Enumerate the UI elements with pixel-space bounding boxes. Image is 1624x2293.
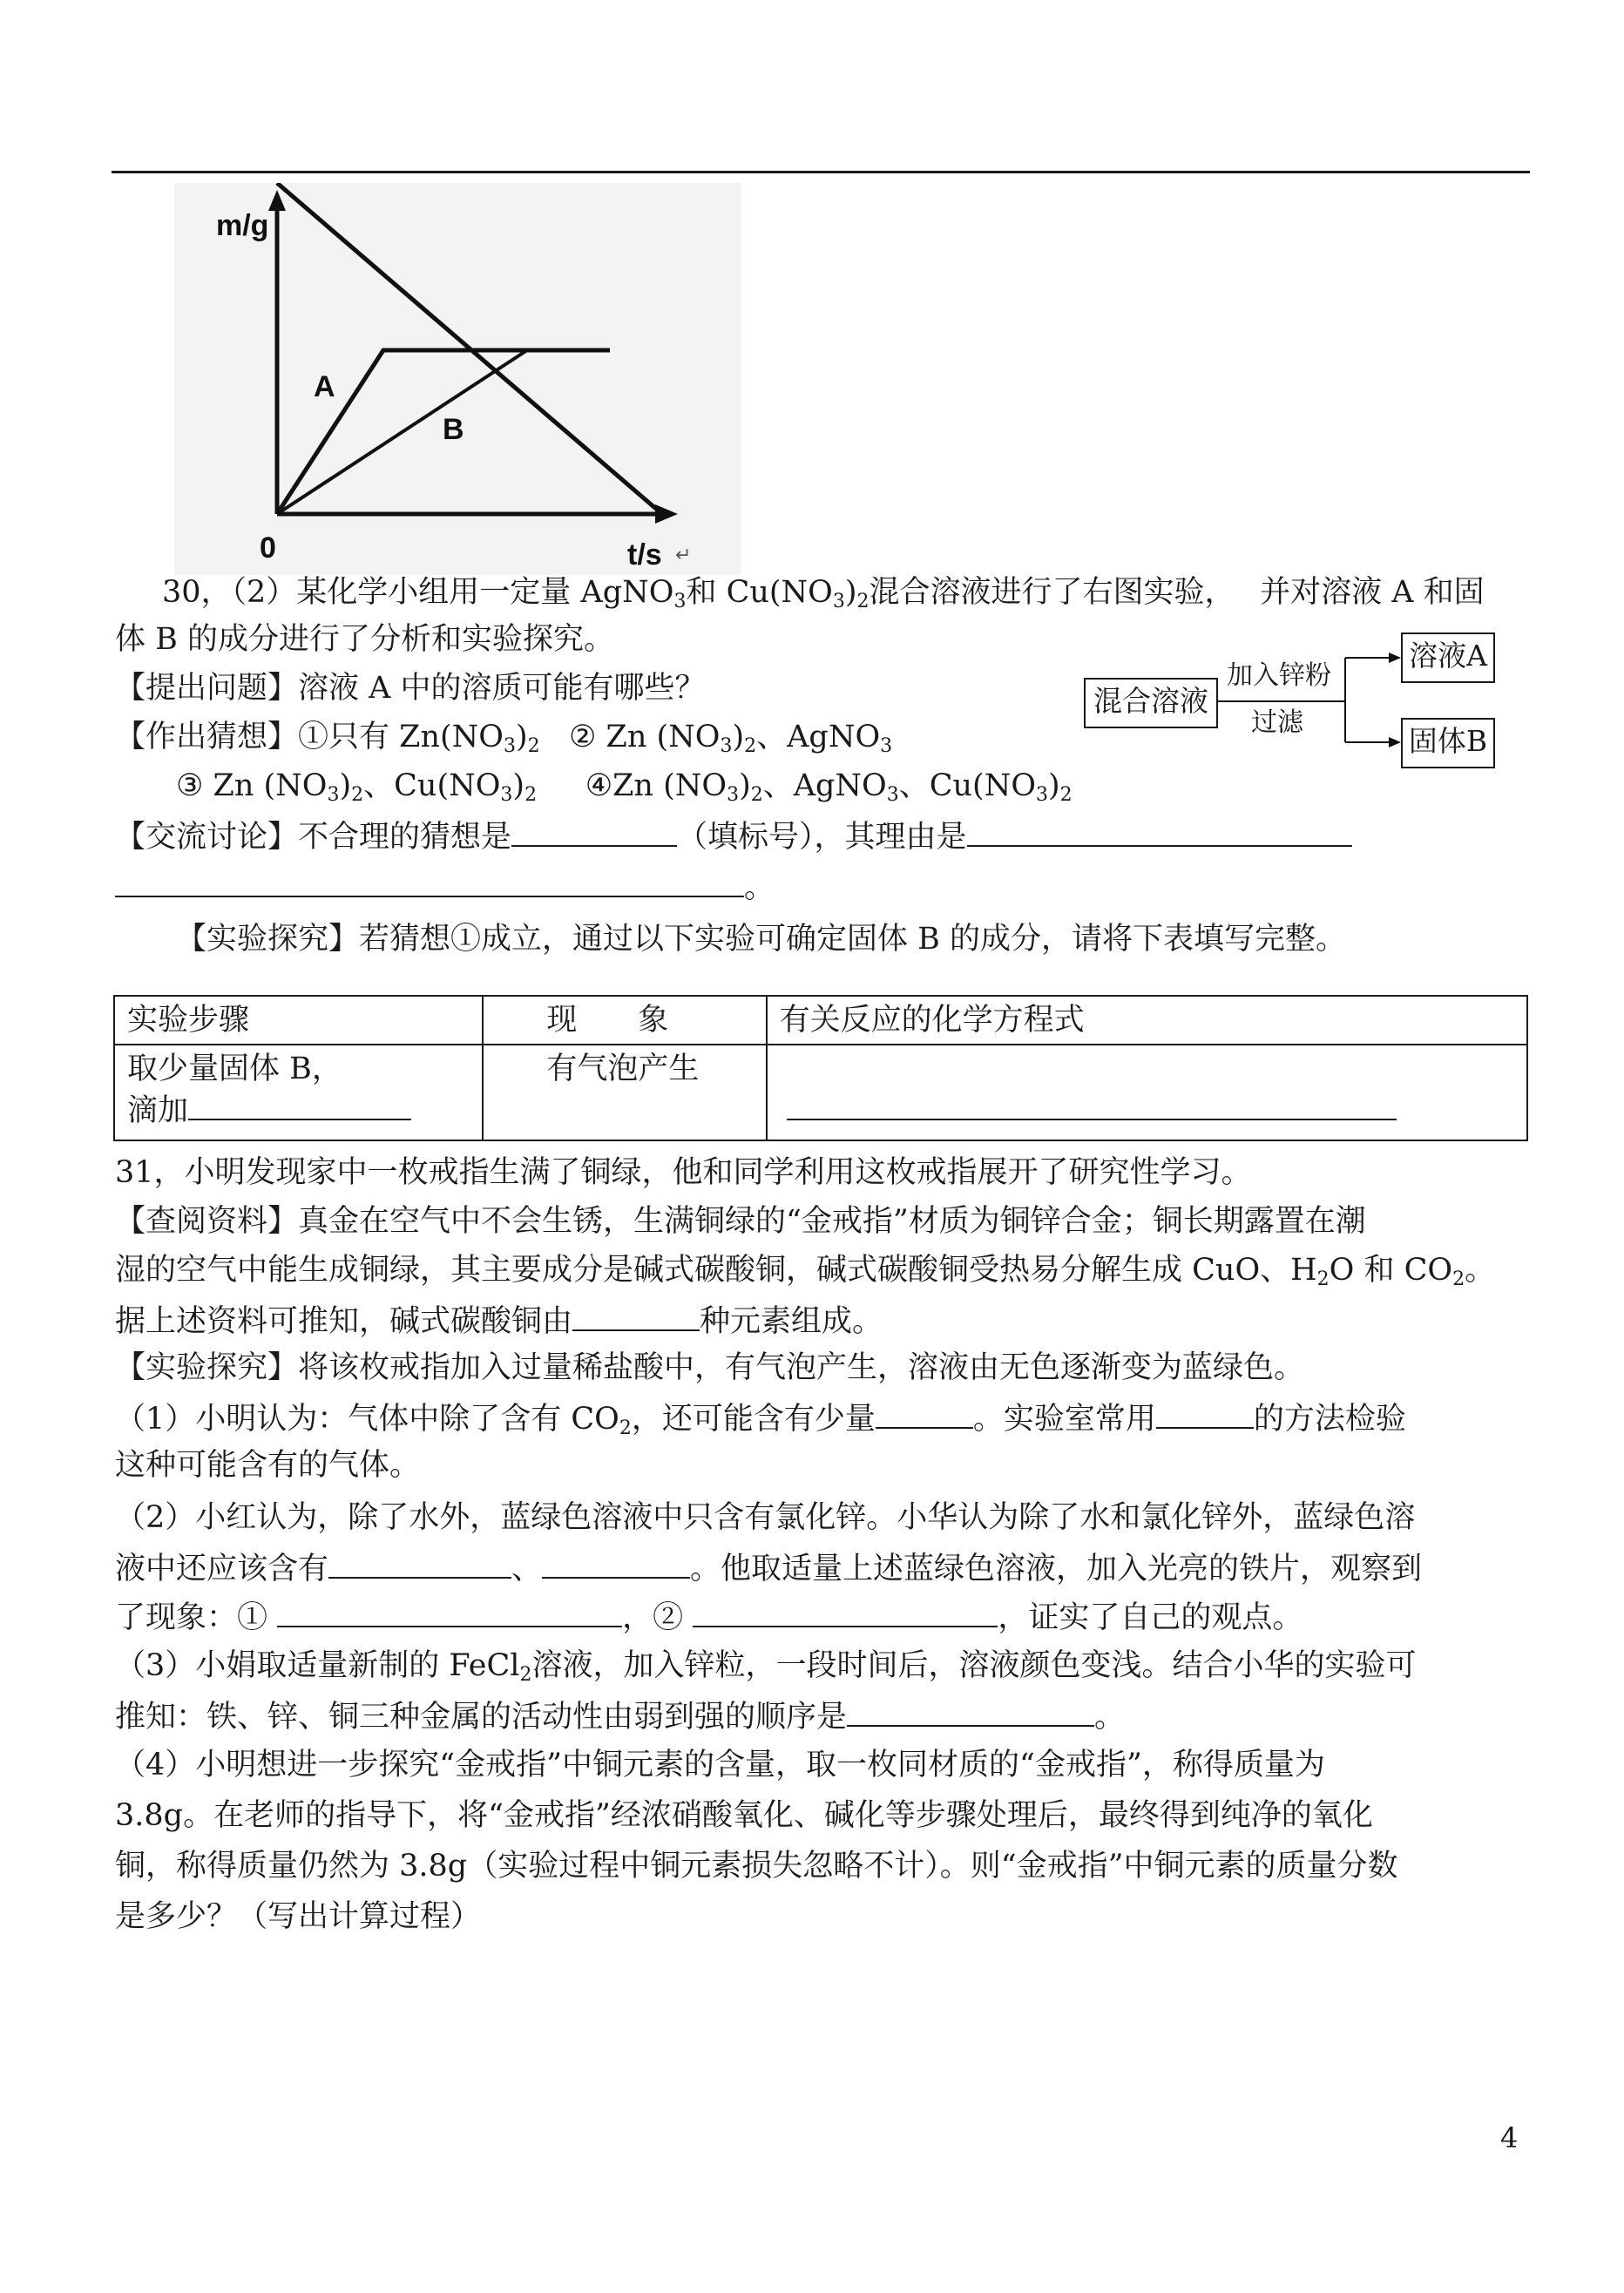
flow-source-label: 混合溶液: [1093, 684, 1208, 718]
equation-blank[interactable]: [787, 1089, 1397, 1120]
q31-ref1: 【查阅资料】真金在空气中不会生锈，生满铜绿的“金戒指”材质为铜锌合金；铜长期露置在潮: [115, 1204, 1366, 1239]
q31-p2-observe: 了现象：① ，② ，证实了自己的观点。: [115, 1596, 1303, 1637]
reason-blank[interactable]: [967, 815, 1352, 847]
q31-ref3: 据上述资料可推知，碱式碳酸铜由 种元素组成。: [115, 1300, 883, 1341]
header-equation: 有关反应的化学方程式: [767, 996, 1527, 1045]
row1-phenomenon: 有气泡产生: [483, 1045, 766, 1140]
flow-step1: 加入锌粉: [1227, 660, 1331, 691]
gas-blank[interactable]: [876, 1397, 973, 1429]
line-b-label: B: [443, 413, 464, 446]
q30-line1: 30，（2）某化学小组用一定量 AgNO$_3$和 $Cu(NO_3)_2$混合溶液进行了右图实验， 并对溶液 A 和固: [162, 575, 1485, 612]
q30-discussion: 【交流讨论】不合理的猜想是 （填标号），其理由是: [115, 815, 1352, 856]
q31-ref2: 湿的空气中能生成铜绿，其主要成分是碱式碳酸铜，碱式碳酸铜受热易分解生成 CuO、$H_2O$ 和 $CO_2$。: [115, 1253, 1496, 1290]
y-axis-label: m/g: [216, 209, 269, 242]
row1-equation: [767, 1045, 1527, 1140]
observation-blank-1[interactable]: [277, 1596, 622, 1627]
flow-output-a-box: [1401, 632, 1495, 683]
reason-blank-cont[interactable]: [115, 866, 744, 897]
return-mark: ↵: [675, 545, 692, 566]
flow-source-box: [1084, 678, 1218, 728]
mass-time-graph: [174, 183, 741, 575]
unreasonable-guess-blank[interactable]: [511, 815, 677, 847]
observation-blank-2[interactable]: [693, 1596, 998, 1627]
header-rule: [112, 171, 1530, 173]
method-blank[interactable]: [1156, 1397, 1254, 1429]
flow-output-b-label: 固体B: [1408, 724, 1488, 758]
header-step: 实验步骤: [114, 996, 483, 1045]
q30-line2: 体 B 的成分进行了分析和实验探究。: [115, 622, 614, 657]
element-count-blank[interactable]: [572, 1300, 700, 1331]
q31-intro: 31，小明发现家中一枚戒指生满了铜绿，他和同学利用这枚戒指展开了研究性学习。: [115, 1155, 1252, 1190]
q31-explore: 【实验探究】将该枚戒指加入过量稀盐酸中，有气泡产生，溶液由无色逐渐变为蓝绿色。: [115, 1350, 1305, 1385]
solute-blank-1[interactable]: [328, 1547, 511, 1579]
x-axis-label: t/s: [627, 538, 662, 572]
q31-p4-4: 是多少？（写出计算过程）: [115, 1899, 482, 1934]
q30-discussion-cont: 。: [115, 866, 775, 907]
q30-question: 【提出问题】溶液 A 中的溶质可能有哪些？: [115, 671, 706, 706]
flow-output-a-label: 溶液A: [1409, 639, 1487, 673]
flow-step2: 过滤: [1251, 707, 1303, 738]
solute-blank-2[interactable]: [542, 1547, 690, 1579]
q30-explore: 【实验探究】若猜想①成立，通过以下实验可确定固体 B 的成分，请将下表填写完整。: [176, 922, 1346, 957]
header-phenomenon: 现 象: [483, 996, 766, 1045]
reagent-blank[interactable]: [188, 1089, 411, 1120]
flow-arrows: [1216, 627, 1404, 775]
q31-p1: （1）小明认为：气体中除了含有 $CO_2$，还可能含有少量 。实验室常用 的方法检验: [115, 1397, 1406, 1438]
activity-order-blank[interactable]: [847, 1695, 1094, 1727]
table-header-row: [114, 996, 1527, 1045]
experiment-table: [113, 995, 1528, 1141]
table-row: [114, 1045, 1527, 1140]
q31-p2-cont: 液中还应该含有 、 。他取适量上述蓝绿色溶液，加入光亮的铁片，观察到: [115, 1547, 1422, 1588]
q31-p2: （2）小红认为，除了水外，蓝绿色溶液中只含有氯化锌。小华认为除了水和氯化锌外，蓝绿色溶: [115, 1500, 1416, 1535]
line-a-label: A: [314, 370, 335, 403]
q31-p4-1: （4）小明想进一步探究“金戒指”中铜元素的含量，取一枚同材质的“金戒指”，称得质量为: [115, 1748, 1325, 1782]
page-number: 4: [1500, 2121, 1519, 2154]
flow-output-b-box: [1401, 718, 1495, 768]
origin-label: 0: [260, 531, 276, 565]
q31-p3-cont: 推知：铁、锌、铜三种金属的活动性由弱到强的顺序是 。: [115, 1695, 1125, 1736]
q31-p1-cont: 这种可能含有的气体。: [115, 1448, 421, 1483]
q31-p4-2: 3.8g。在老师的指导下，将“金戒指”经浓硝酸氧化、碱化等步骤处理后，最终得到纯净的氧化: [115, 1798, 1373, 1833]
q30-guess-row2: ③ Zn $(NO_3)_2$、$Cu(NO_3)_2$ ④Zn $(NO_3)_2$、AgNO$_3$、$Cu(NO_3)_2$: [176, 768, 1073, 806]
q30-guess-row1: 【作出猜想】①只有 $Zn(NO_3)_2$ ② Zn $(NO_3)_2$、AgNO$_3$: [115, 720, 893, 757]
q31-p4-3: 铜，称得质量仍然为 3.8g（实验过程中铜元素损失忽略不计）。则“金戒指”中铜元素的质量分数: [115, 1849, 1398, 1884]
q31-p3: （3）小娟取适量新制的 FeCl$_2$溶液，加入锌粒，一段时间后，溶液颜色变浅。结合小华的实验可: [115, 1648, 1417, 1686]
row1-step: 取少量固体 B， 滴加: [114, 1045, 483, 1140]
